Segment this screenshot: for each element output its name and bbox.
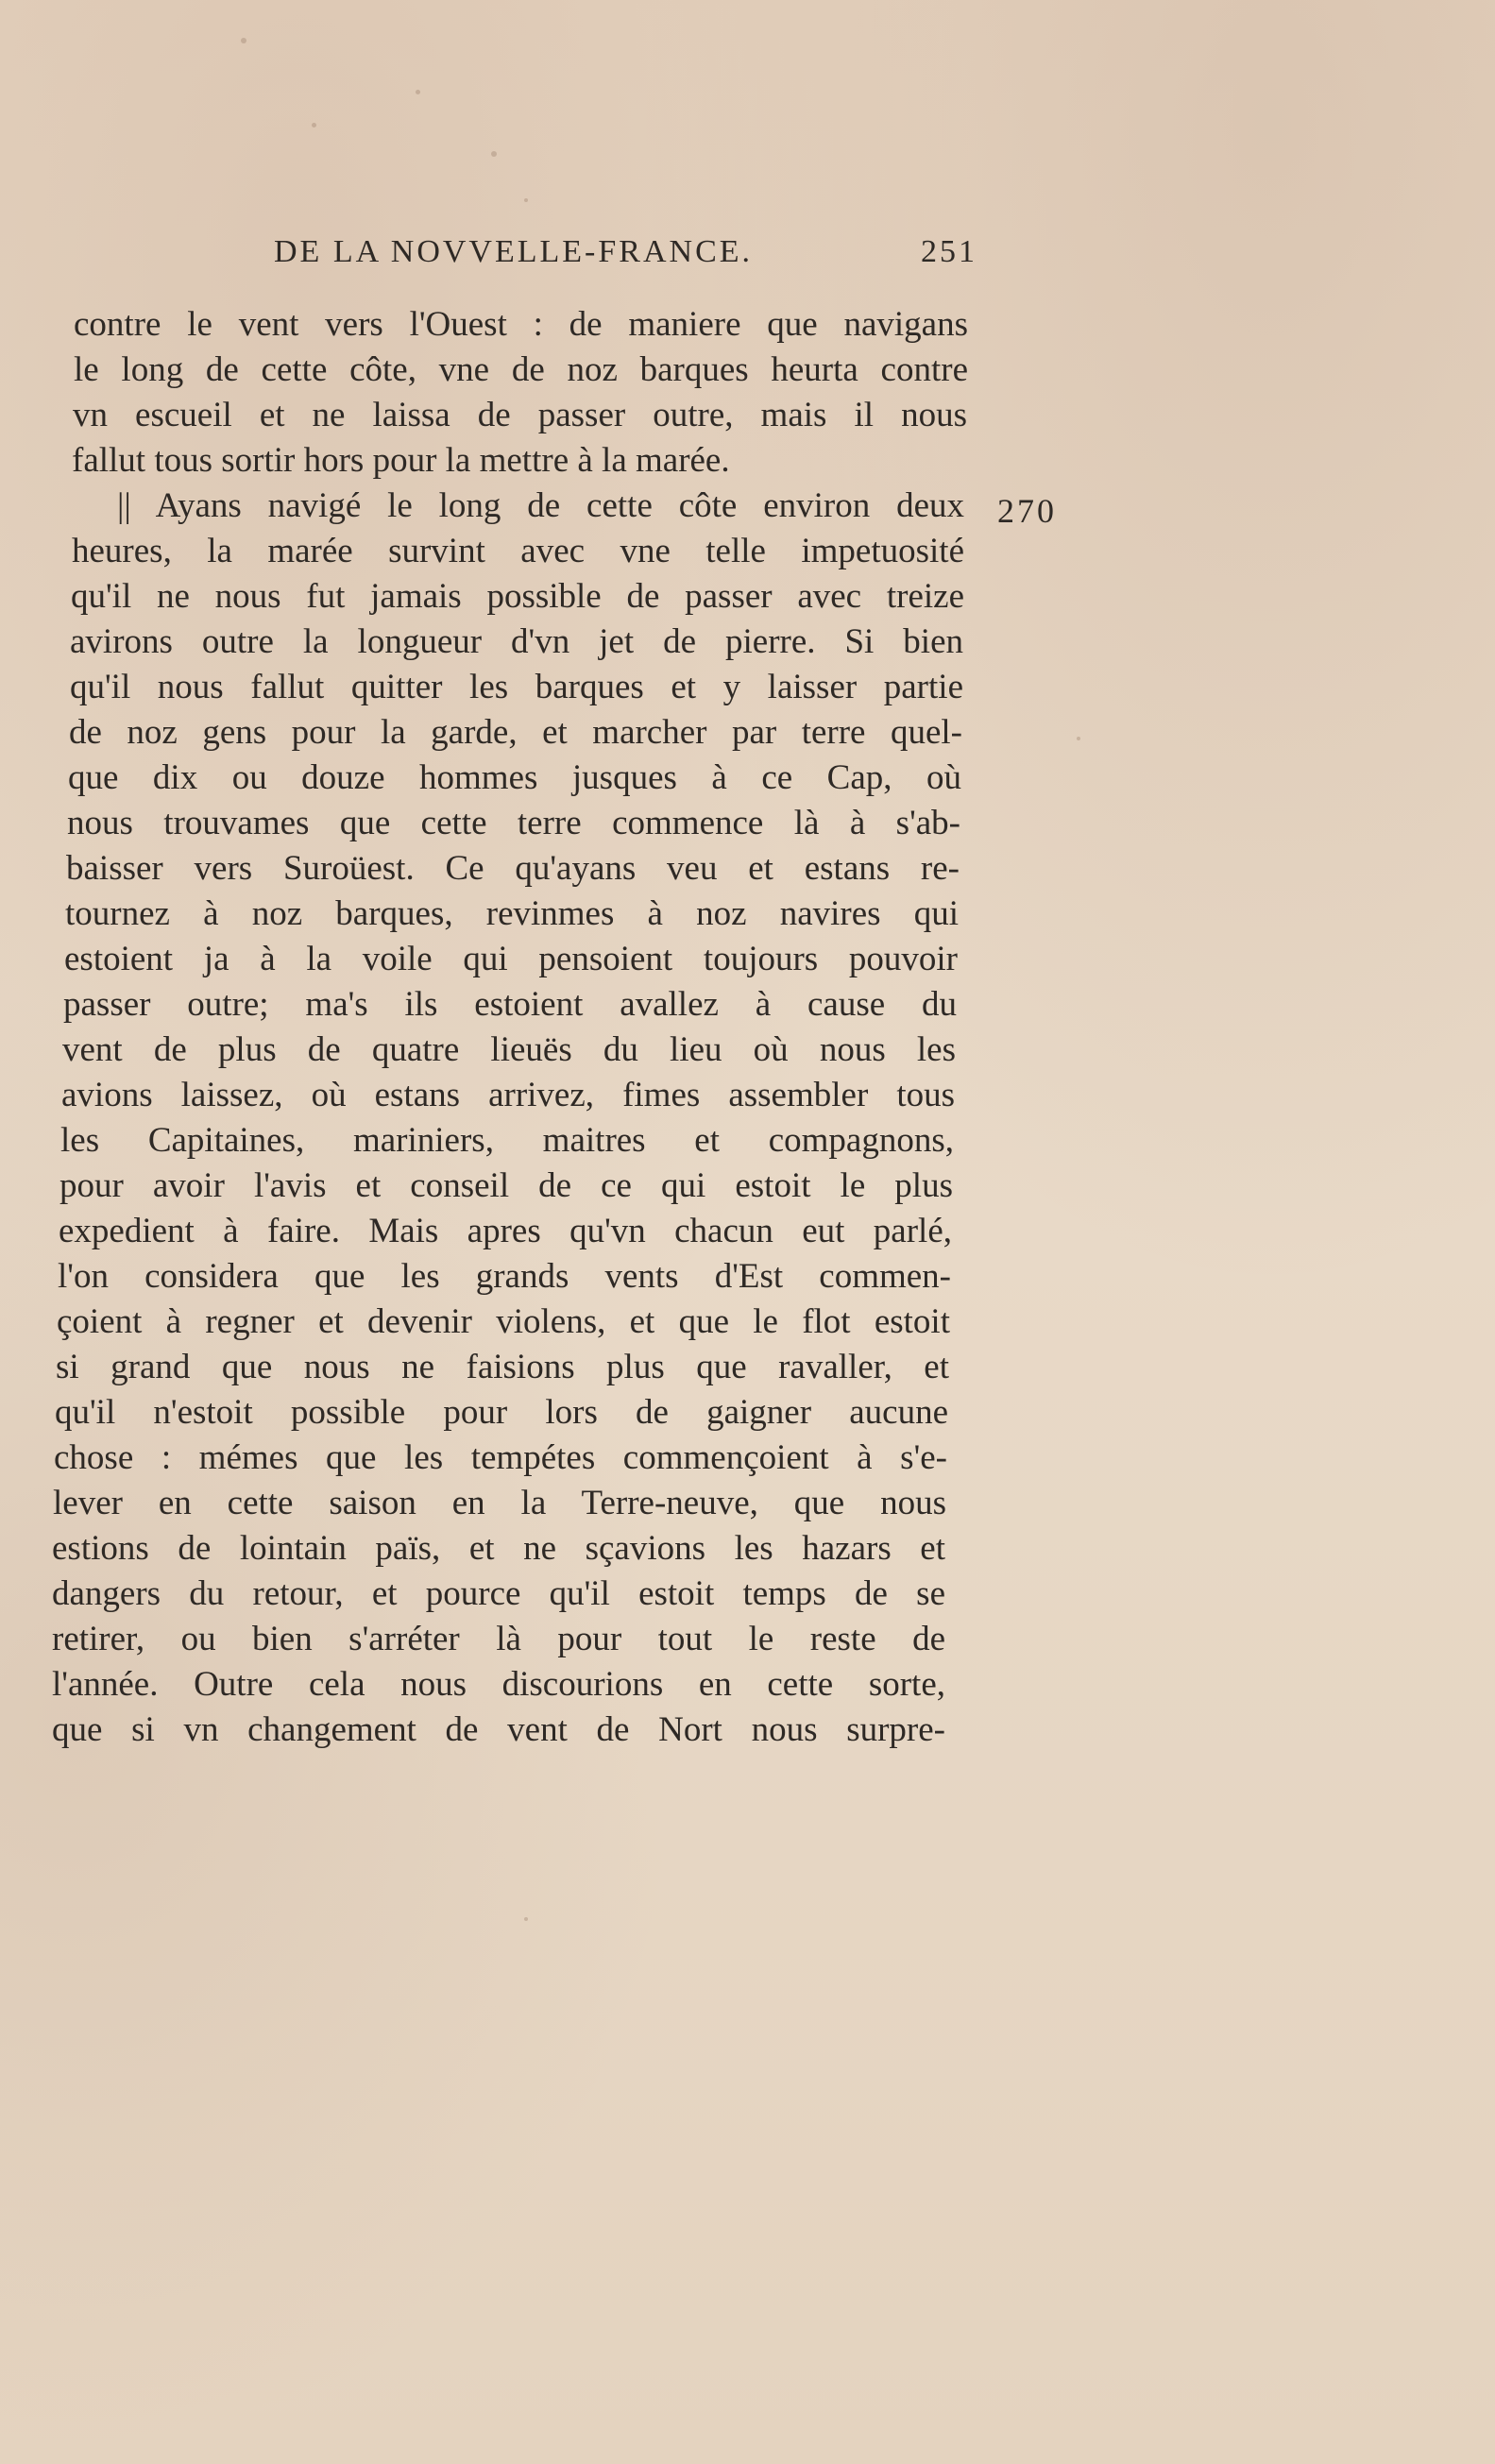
foxing-spot (416, 90, 420, 94)
text-line: contre le vent vers l'Ouest : de maniere que navigans (74, 305, 968, 344)
foxing-spot (524, 1917, 528, 1921)
text-line: dangers du retour, et pource qu'il estoit temps de se (52, 1574, 945, 1613)
foxing-spot (524, 198, 528, 202)
text-line: avions laissez, où estans arrivez, fimes assembler tous (61, 1076, 955, 1114)
text-line: retirer, ou bien s'arréter là pour tout le reste de (52, 1620, 945, 1658)
running-head-title: DE LA NOVVELLE-FRANCE. (274, 234, 754, 269)
foxing-spot (491, 151, 497, 157)
text-line: l'on considera que les grands vents d'Est commen- (58, 1257, 951, 1296)
text-line: qu'il ne nous fut jamais possible de passer avec treize (71, 577, 964, 616)
text-line: le long de cette côte, vne de noz barques heurta contre (74, 350, 968, 389)
text-line: qu'il n'estoit possible pour lors de gaigner aucune (55, 1393, 948, 1432)
foxing-spot (1077, 737, 1080, 740)
text-line: passer outre; ma's ils estoient avallez à cause du (63, 985, 957, 1024)
text-line: vn escueil et ne laissa de passer outre, mais il nous (73, 396, 967, 434)
text-line: qu'il nous fallut quitter les barques et y laisser partie (70, 668, 963, 706)
text-line: les Capitaines, mariniers, maitres et compagnons, (60, 1121, 954, 1160)
text-line: expedient à faire. Mais apres qu'vn chacun eut parlé, (59, 1212, 952, 1250)
text-line: que si vn changement de vent de Nort nous surpre- (52, 1710, 945, 1749)
text-line: estions de lointain païs, et ne sçavions les hazars et (52, 1529, 945, 1568)
foxing-spot (241, 38, 246, 43)
running-head (274, 234, 977, 281)
text-line: de noz gens pour la garde, et marcher par terre quel- (69, 713, 962, 752)
margin-reference-number: 270 (997, 492, 1057, 530)
text-line: chose : mémes que les tempétes commençoient à s'e- (54, 1438, 947, 1477)
text-line: || Ayans navigé le long de cette côte environ deux (117, 486, 964, 525)
foxing-spot (312, 123, 316, 127)
text-line: que dix ou douze hommes jusques à ce Cap, où (68, 758, 961, 797)
text-line: l'année. Outre cela nous discourions en cette sorte, (52, 1665, 945, 1704)
text-line: çoient à regner et devenir violens, et que le flot estoit (57, 1302, 950, 1341)
text-line: avirons outre la longueur d'vn jet de pierre. Si bien (70, 622, 963, 661)
text-line: estoient ja à la voile qui pensoient toujours pouvoir (64, 940, 958, 978)
text-line: pour avoir l'avis et conseil de ce qui estoit le plus (59, 1166, 953, 1205)
text-line: tournez à noz barques, revinmes à noz navires qui (65, 894, 959, 933)
text-line: si grand que nous ne faisions plus que ravaller, et (56, 1348, 949, 1386)
text-line: nous trouvames que cette terre commence là à s'ab- (67, 804, 960, 842)
text-line: heures, la marée survint avec vne telle impetuosité (72, 532, 964, 570)
text-line: fallut tous sortir hors pour la mettre à la marée. (72, 441, 730, 480)
page-number: 251 (921, 234, 977, 269)
text-line: vent de plus de quatre lieuës du lieu où nous les (62, 1030, 956, 1069)
text-line: baisser vers Suroüest. Ce qu'ayans veu et estans re- (66, 849, 960, 888)
text-line: lever en cette saison en la Terre-neuve, que nous (53, 1484, 946, 1522)
